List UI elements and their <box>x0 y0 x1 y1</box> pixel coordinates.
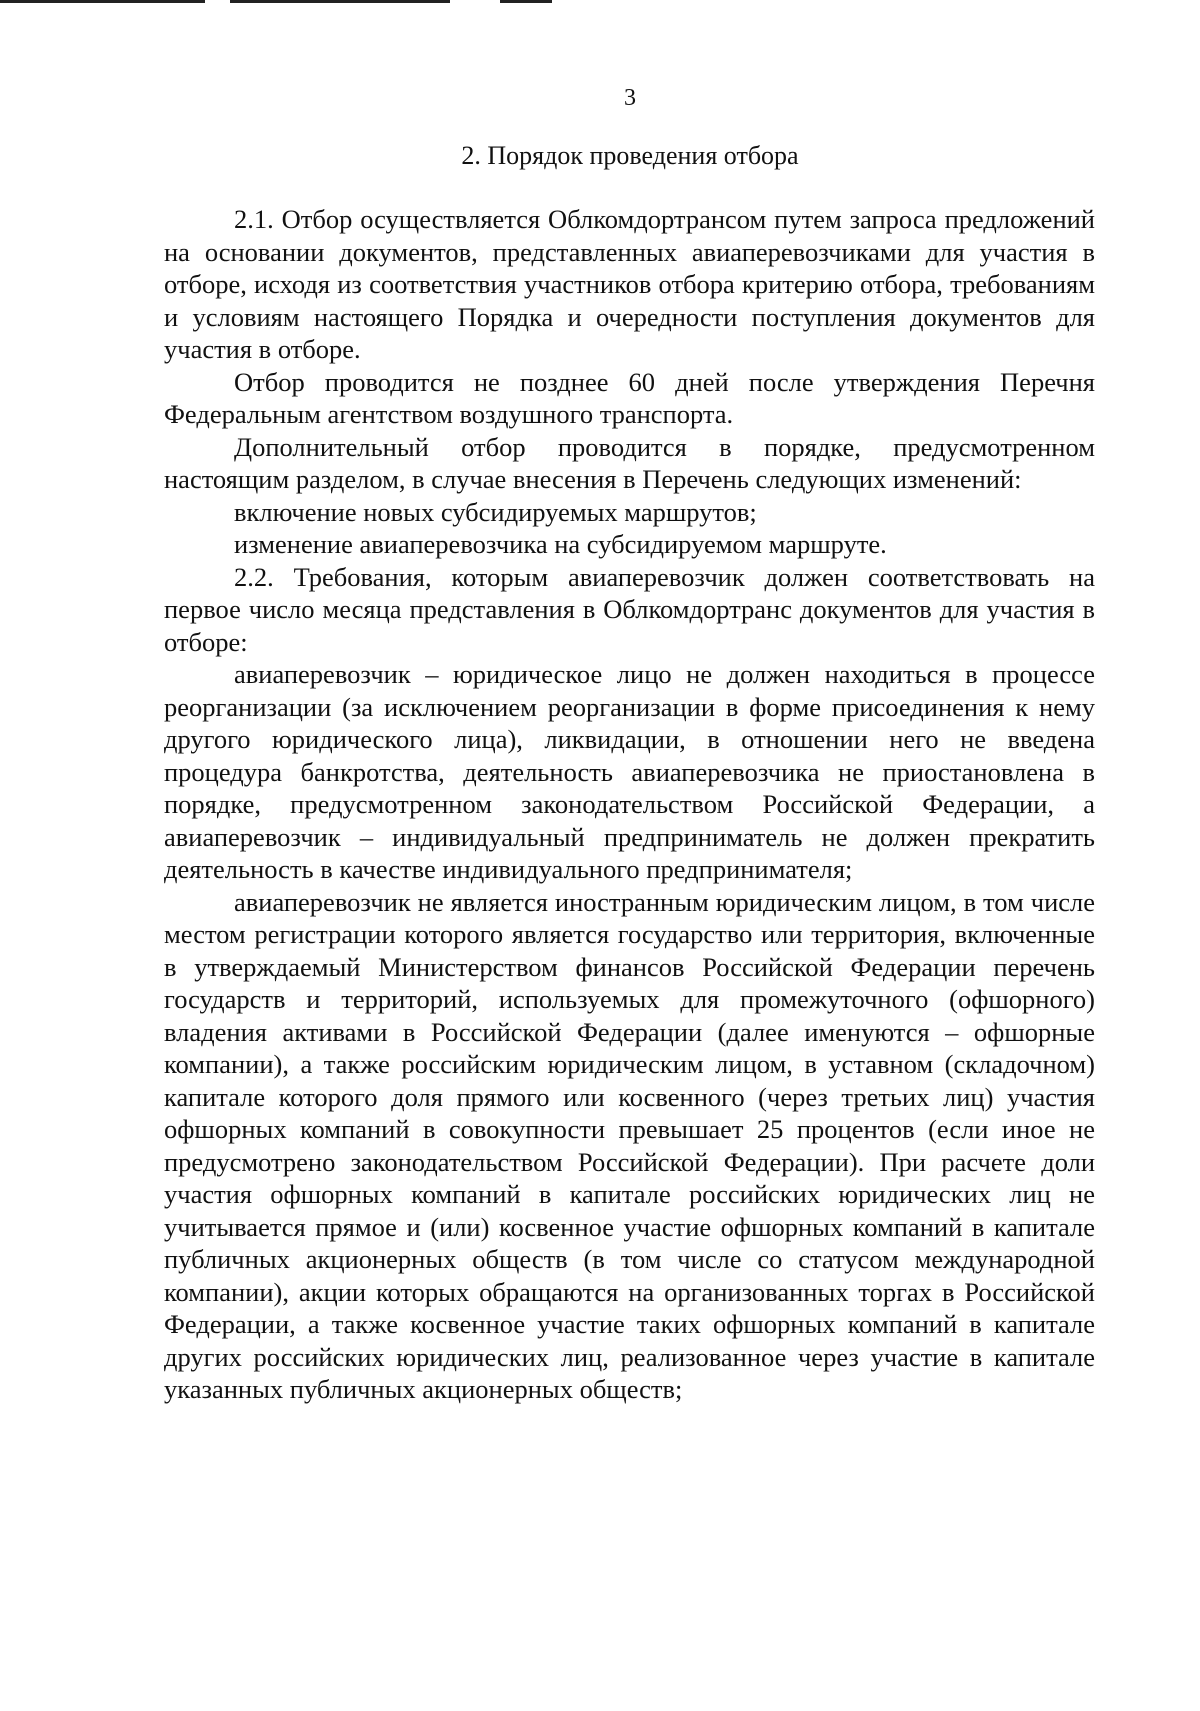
scan-edge-mark <box>230 0 450 3</box>
paragraph-selection-timing: Отбор проводится не позднее 60 дней после утверждения Перечня Федеральным агентством воздушного транспорта. <box>164 366 1095 429</box>
section-title: 2. Порядок проведения отбора <box>461 141 799 170</box>
page-number: 3 <box>624 85 636 111</box>
list-item-carrier-change: изменение авиаперевозчика на субсидируемом маршруте. <box>234 529 887 559</box>
requirement-offshore: авиаперевозчик не является иностранным юридическим лицом, в том числе местом регистрации которого является государство или территория, включенные в утверждаемый Министерством финансов Российской Федерации перечень государств и территорий, используемых для промежуточного (офшорного) владения активами в Российской Федерации (далее именуются – офшорные компании), а также российским юридическим лицом, в уставном (складочном) капитале которого доля прямого или косвенного (через третьих лиц) участия офшорных компаний в совокупности превышает 25 процентов (если иное не предусмотрено законодательством Российской Федерации). При расчете доли участия офшорных компаний в капитале российских юридических лиц не учитывается прямое и (или) косвенное участие офшорных компаний в капитале публичных акционерных обществ (в том числе со статусом международной компании), акции которых обращаются на организованных торгах в Российской Федерации, а также косвенное участие таких офшорных компаний в капитале других российских юридических лиц, реализованное через участие в капитале указанных публичных акционерных обществ; <box>164 886 1095 1404</box>
scan-edge-mark <box>500 0 552 3</box>
paragraph-additional-selection: Дополнительный отбор проводится в порядке, предусмотренном настоящим разделом, в случае внесения в Перечень следующих изменений: <box>164 431 1095 494</box>
scan-edge-mark <box>0 0 205 3</box>
paragraph-2-1: 2.1. Отбор осуществляется Облкомдортрансом путем запроса предложений на основании документов, представленных авиаперевозчиками для участия в отборе, исходя из соответствия участников отбора критерию отбора, требованиям и условиям настоящего Порядка и очередности поступления документов для участия в отборе. <box>164 204 1095 364</box>
paragraph-2-2: 2.2. Требования, которым авиаперевозчик должен соответствовать на первое число месяца представления в Облкомдортранс документов для участия в отборе: <box>164 561 1095 657</box>
list-item-new-routes: включение новых субсидируемых маршрутов; <box>234 496 757 527</box>
requirement-reorganization: авиаперевозчик – юридическое лицо не должен находиться в процессе реорганизации (за исключением реорганизации в форме присоединения к нему другого юридического лица), ликвидации, в отношении него не введена процедура банкротства, деятельность авиаперевозчика не приостановлена в порядке, предусмотренном законодательством Российской Федерации, а авиаперевозчик – индивидуальный предприниматель не должен прекратить деятельность в качестве индивидуального предпринимателя; <box>164 659 1095 884</box>
document-body <box>164 203 1095 1406</box>
